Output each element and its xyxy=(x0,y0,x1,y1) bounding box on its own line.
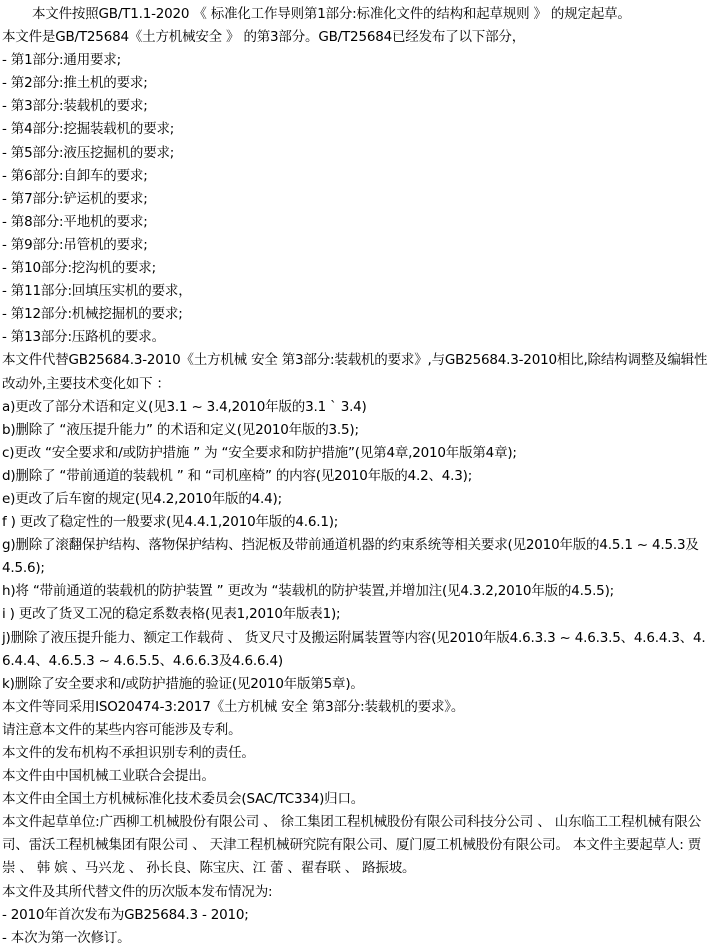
list-item: f ) 更改了稳定性的一般要求(见4.4.1,2010年版的4.6.1); xyxy=(2,514,339,531)
list-item: - 第3部分:装载机的要求; xyxy=(2,98,148,115)
list-item: - 第6部分:自卸车的要求; xyxy=(2,167,148,184)
list-item: d)删除了 “带前通道的装载机 ” 和 “司机座椅” 的内容(见2010年版的4.2、4.3); xyxy=(2,467,473,484)
committee-statement: 本文件由全国土方机械标准化技术委员会(SAC/TC334)归口。 xyxy=(2,791,365,808)
history-list xyxy=(2,904,710,950)
list-item: - 第10部分:挖沟机的要求; xyxy=(2,260,156,277)
list-item: - 第2部分:推土机的要求; xyxy=(2,75,148,92)
list-item: - 2010年首次发布为GB25684.3 - 2010; xyxy=(2,906,249,923)
adoption-statement: 本文件等同采用ISO20474-3:2017《土方机械 安全 第3部分:装载机的要求》。 xyxy=(2,698,465,715)
replacement-statement: 本文件代替GB25684.3-2010《土方机械 安全 第3部分:装载机的要求》,与GB25684.3-2010相比,除结构调整及编辑性改动外,主要技术变化如下 ： xyxy=(2,352,708,392)
list-item: - 第7部分:铲运机的要求; xyxy=(2,190,148,207)
list-item: - 第1部分:通用要求; xyxy=(2,52,121,69)
list-item: - 第5部分:液压挖掘机的要求; xyxy=(2,144,175,161)
list-item: - 本次为第一次修订。 xyxy=(2,929,131,946)
history-intro: 本文件及其所代替文件的历次版本发布情况为: xyxy=(2,883,273,900)
drafting-units-statement: 本文件起草单位:广西柳工机械股份有限公司 、 徐工集团工程机械股份有限公司科技分公司 、 山东临工工程机械有限公司、雷沃工程机械集团有限公司 、 天津工程机械研究院有限公司、厦门厦工机械股份有限公司。 本文件主要起草人: 贾 崇 、 韩 嫔 、马兴龙 、 孙长良、陈宝庆、江 蕾 、翟春联 、 路振坡。 xyxy=(2,814,702,877)
list-item: - 第12部分:机械挖掘机的要求; xyxy=(2,306,183,323)
list-item: - 第13部分:压路机的要求。 xyxy=(2,329,165,346)
proposer-statement: 本文件由中国机械工业联合会提出。 xyxy=(2,768,215,785)
patent-notice: 请注意本文件的某些内容可能涉及专利。 xyxy=(2,721,242,738)
technical-changes-list xyxy=(2,396,710,696)
list-item: c)更改 “安全要求和/或防护措施 ” 为 “安全要求和防护措施”(见第4章,2010年版第4章); xyxy=(2,444,517,461)
list-item: - 第8部分:平地机的要求; xyxy=(2,213,148,230)
list-item: e)更改了后车窗的规定(见4.2,2010年版的4.4); xyxy=(2,490,282,507)
list-item: - 第4部分:挖掘装载机的要求; xyxy=(2,121,175,138)
list-item: - 第11部分:回填压实机的要求， xyxy=(2,283,192,300)
drafting-rule-statement: 本文件按照GB/T1.1-2020 《 标准化工作导则第1部分:标准化文件的结构和起草规则 》 的规定起草。 xyxy=(32,6,631,22)
list-item: k)删除了安全要求和/或防护措施的验证(见2010年版第5章)。 xyxy=(2,675,364,692)
parts-list xyxy=(2,49,710,349)
series-statement: 本文件是GB/T25684《土方机械安全 》 的第3部分。GB/T25684已经发布了以下部分， xyxy=(2,29,525,46)
list-item: j)删除了液压提升能力、额定工作载荷 、 货叉尺寸及搬运附属装置等内容(见2010年版4.6.3.3 ~ 4.6.3.5、4.6.4.3、4.6.4.4、4.6.5.3 ~ 4.6.5.5、4.6.6.3及4.6.6.4) xyxy=(2,629,706,669)
list-item: - 第9部分:吊管机的要求; xyxy=(2,236,148,253)
list-item: g)删除了滚翻保护结构、落物保护结构、挡泥板及带前通道机器的约束系统等相关要求(见2010年版的4.5.1 ~ 4.5.3及4.5.6); xyxy=(2,537,699,577)
list-item: a)更改了部分术语和定义(见3.1 ~ 3.4,2010年版的3.1 ` 3.4) xyxy=(2,398,367,415)
list-item: b)删除了 “液压提升能力” 的术语和定义(见2010年版的3.5); xyxy=(2,421,359,438)
patent-disclaimer: 本文件的发布机构不承担识别专利的责任。 xyxy=(2,745,255,761)
list-item: h)将 “带前通道的装载机的防护装置 ” 更改为 “装载机的防护装置,并增加注(见4.3.2,2010年版的4.5.5); xyxy=(2,583,614,600)
list-item: i ) 更改了货叉工况的稳定系数表格(见表1,2010年版表1); xyxy=(2,606,341,623)
